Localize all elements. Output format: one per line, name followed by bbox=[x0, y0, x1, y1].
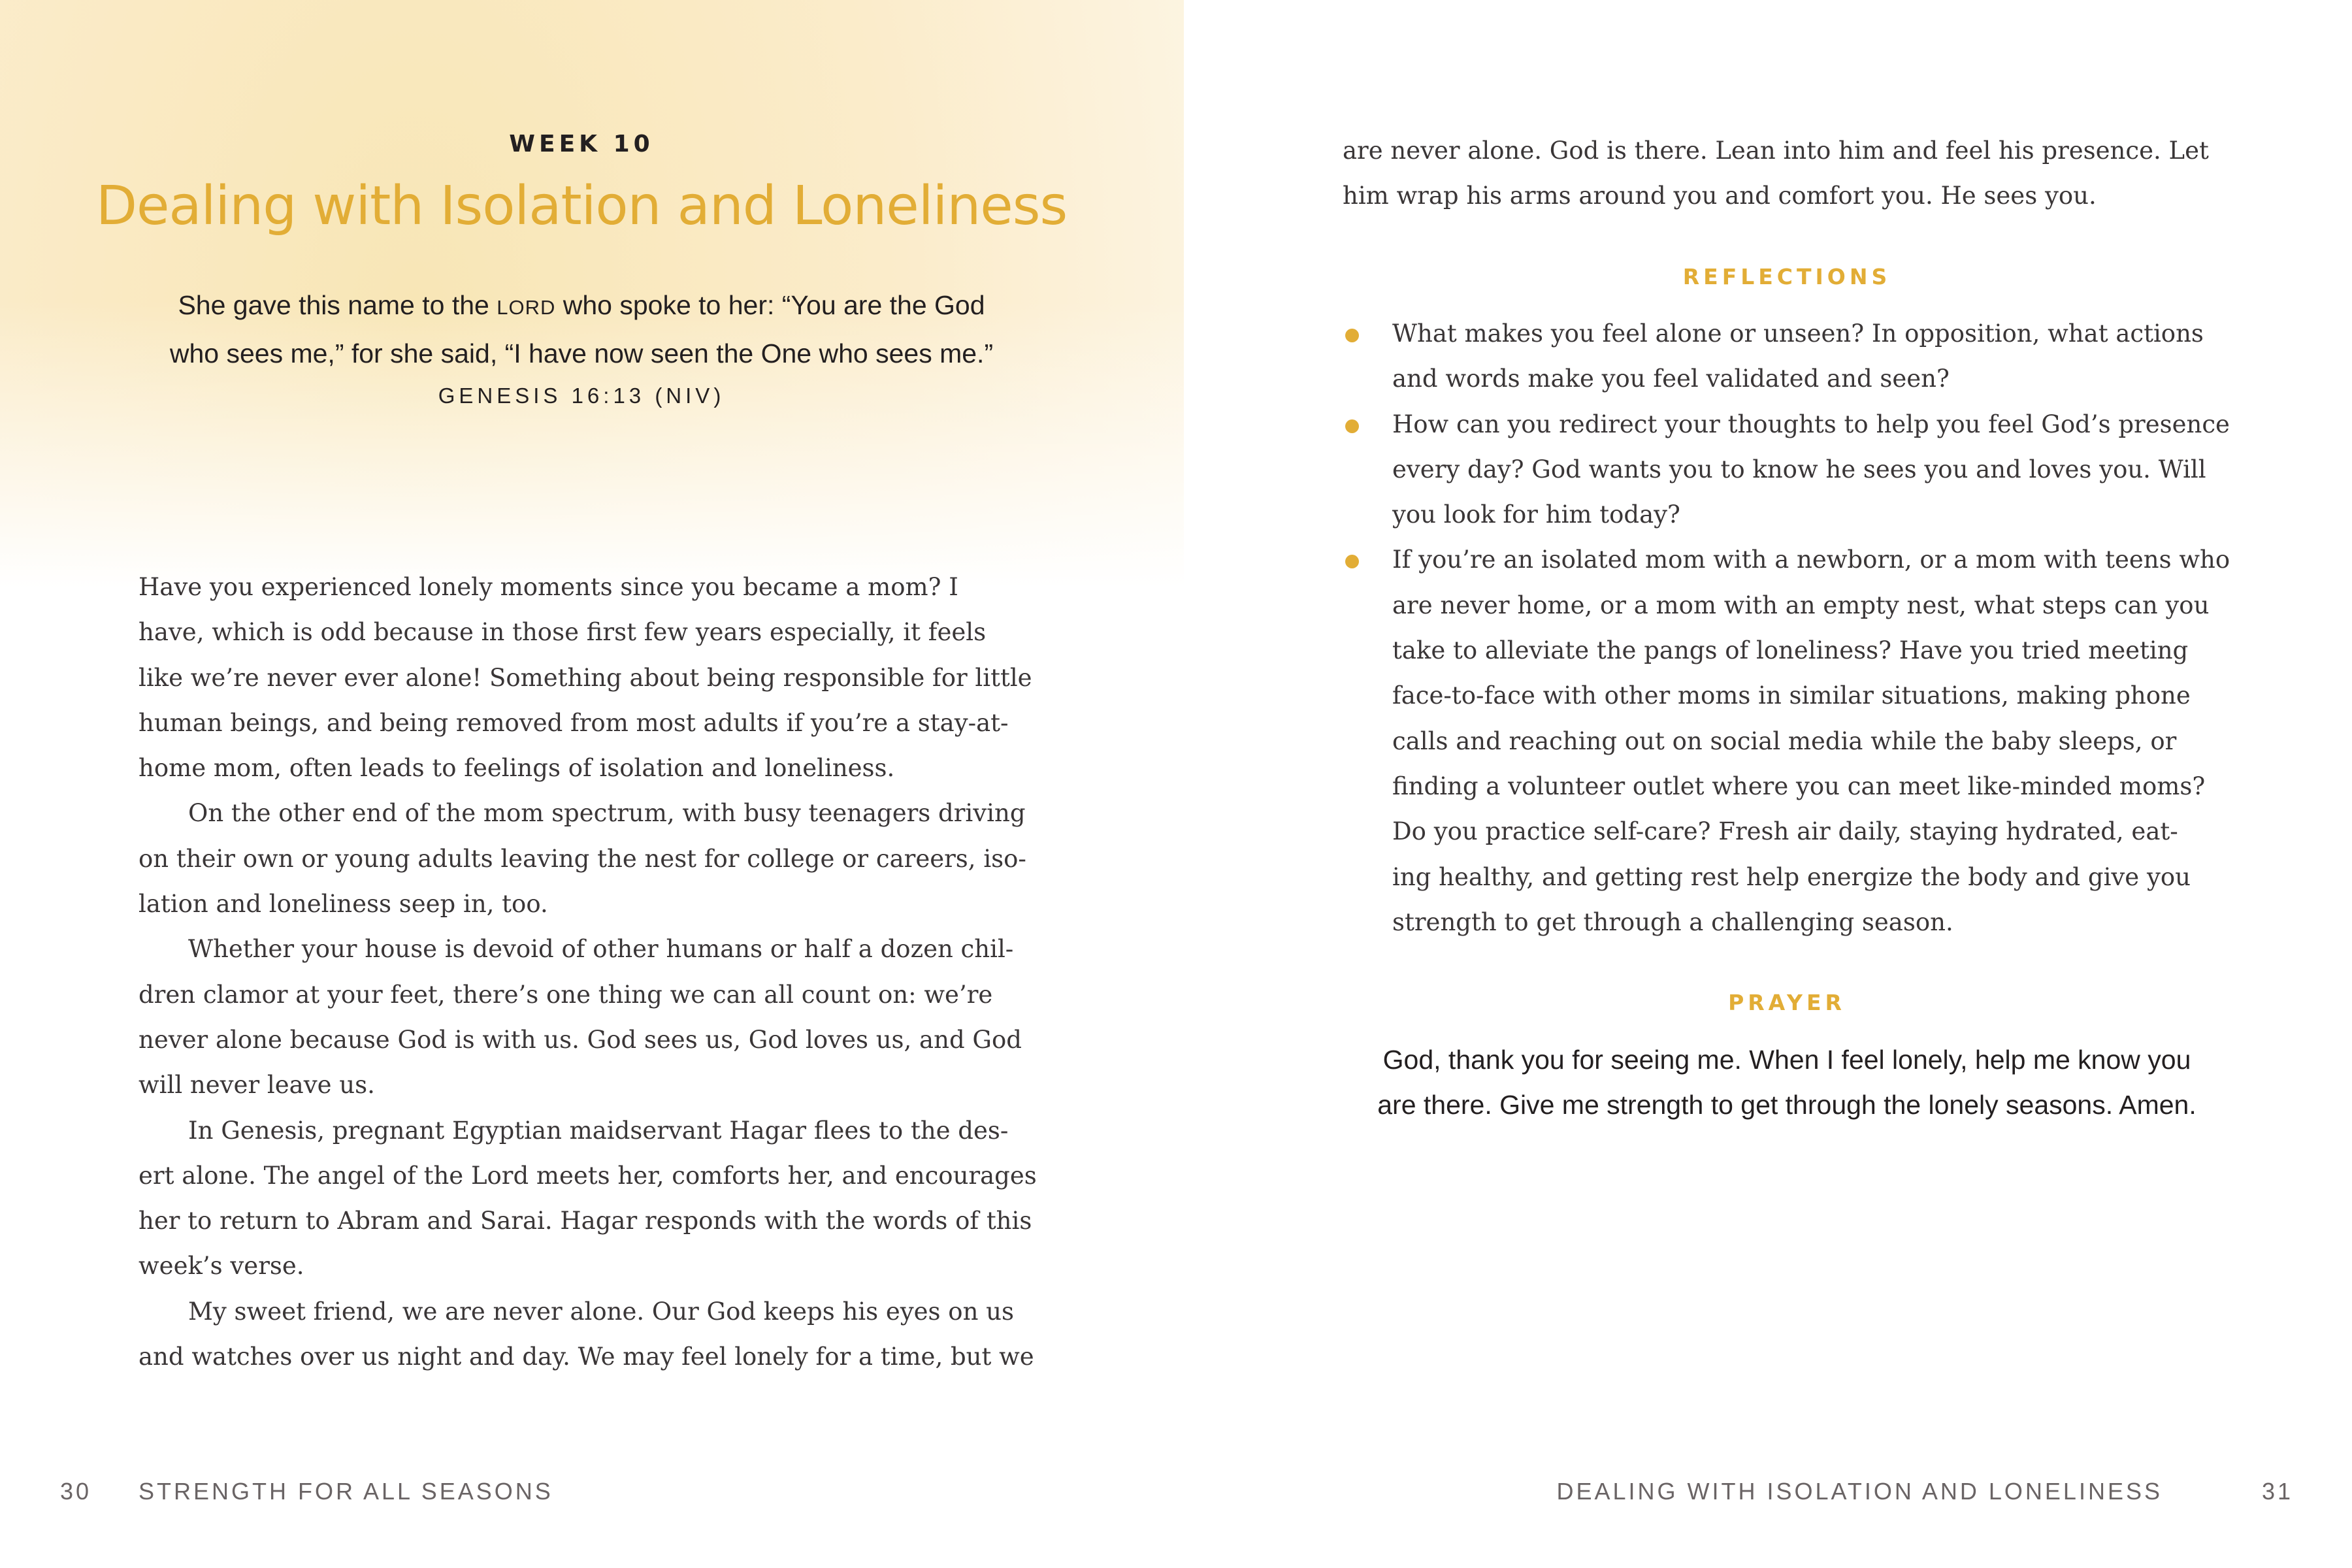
reflection-text: What makes you feel alone or unseen? In opposition, what actions and words make you feel validated and seen? bbox=[1392, 319, 2204, 393]
running-head-right: DEALING WITH ISOLATION AND LONELINESS bbox=[1556, 1478, 2163, 1505]
body-line: ert alone. The angel of the Lord meets her, comforts her, and encourages bbox=[139, 1161, 1037, 1190]
reflection-text: If you’re an isolated mom with a newborn, or a mom with teens who are never home, or a mom with an empty nest, what steps can you take to alleviate the pangs of loneliness? Have you tried meeting face-to-face with other moms in similar situations, making phone calls and reaching out on social media while the baby sleeps, or finding a volunteer outlet where you can meet like-minded moms? Do you practice self-care? Fresh air daily, staying hydrated, eat- ing healthy, and getting rest help energize the body and give you strength to get through a challenging season. bbox=[1392, 546, 2230, 936]
verse-lord-small-caps: LORD bbox=[497, 296, 556, 319]
reflections-list bbox=[1343, 311, 2270, 945]
week-label: WEEK 10 bbox=[509, 131, 654, 157]
body-line: home mom, often leads to feelings of isolation and loneliness. bbox=[139, 754, 895, 783]
body-line: and watches over us night and day. We may feel lonely for a time, but we bbox=[139, 1343, 1034, 1371]
body-line: My sweet friend, we are never alone. Our God keeps his eyes on us bbox=[188, 1297, 1014, 1326]
body-line: like we’re never ever alone! Something about being responsible for little bbox=[139, 663, 1032, 692]
continuation-text: are never alone. God is there. Lean into him and feel his presence. Let him wrap his arms around you and comfort you. He sees you. bbox=[1343, 137, 2209, 210]
reflection-text: How can you redirect your thoughts to help you feel God’s presence every day? God wants you to know he sees you and loves you. Will you look for him today? bbox=[1392, 410, 2230, 529]
body-line: never alone because God is with us. God sees us, God loves us, and God bbox=[139, 1025, 1022, 1054]
verse-reference: GENESIS 16:13 (NIV) bbox=[438, 384, 725, 408]
reflection-item bbox=[1343, 537, 2270, 945]
body-line: Have you experienced lonely moments since you became a mom? I bbox=[139, 573, 958, 601]
verse-text-line1-end: who spoke to her: “You are the God bbox=[555, 290, 985, 320]
body-line: On the other end of the mom spectrum, with busy teenagers driving bbox=[188, 799, 1026, 828]
body-line: week’s verse. bbox=[139, 1252, 304, 1281]
prayer-heading: PRAYER bbox=[1728, 990, 1846, 1015]
running-head-left: STRENGTH FOR ALL SEASONS bbox=[139, 1478, 553, 1505]
reflection-item bbox=[1343, 402, 2270, 538]
body-line: on their own or young adults leaving the nest for college or careers, iso- bbox=[139, 844, 1026, 873]
verse-text-before: She gave this name to the bbox=[178, 290, 497, 320]
body-line: human beings, and being removed from most adults if you’re a stay-at- bbox=[139, 708, 1009, 737]
reflection-item bbox=[1343, 311, 2270, 402]
body-line: lation and loneliness seep in, too. bbox=[139, 890, 548, 919]
body-line: have, which is odd because in those first few years especially, it feels bbox=[139, 618, 987, 647]
body-line: will never leave us. bbox=[139, 1071, 375, 1100]
page-number-right: 31 bbox=[2261, 1478, 2293, 1505]
body-line: In Genesis, pregnant Egyptian maidservant Hagar flees to the des- bbox=[188, 1116, 1009, 1145]
body-line: dren clamor at your feet, there’s one thing we can all count on: we’re bbox=[139, 980, 993, 1009]
chapter-title: Dealing with Isolation and Loneliness bbox=[95, 175, 1068, 237]
body-line: Whether your house is devoid of other humans or half a dozen chil- bbox=[188, 935, 1014, 964]
bullet-dot-icon bbox=[1345, 555, 1359, 568]
body-line: her to return to Abram and Sarai. Hagar responds with the words of this bbox=[139, 1207, 1032, 1235]
page-number-left: 30 bbox=[60, 1478, 92, 1505]
verse-text-line2: who sees me,” for she said, “I have now seen the One who sees me.” bbox=[169, 338, 994, 368]
bullet-dot-icon bbox=[1345, 419, 1359, 433]
body-text bbox=[139, 564, 1040, 1379]
prayer-text: God, thank you for seeing me. When I feel lonely, help me know you are there. Give me strength to get through the lonely seasons. Amen. bbox=[1377, 1045, 2197, 1120]
bullet-dot-icon bbox=[1345, 329, 1359, 342]
scripture-verse bbox=[124, 282, 1039, 416]
reflections-heading: REFLECTIONS bbox=[1682, 264, 1891, 289]
